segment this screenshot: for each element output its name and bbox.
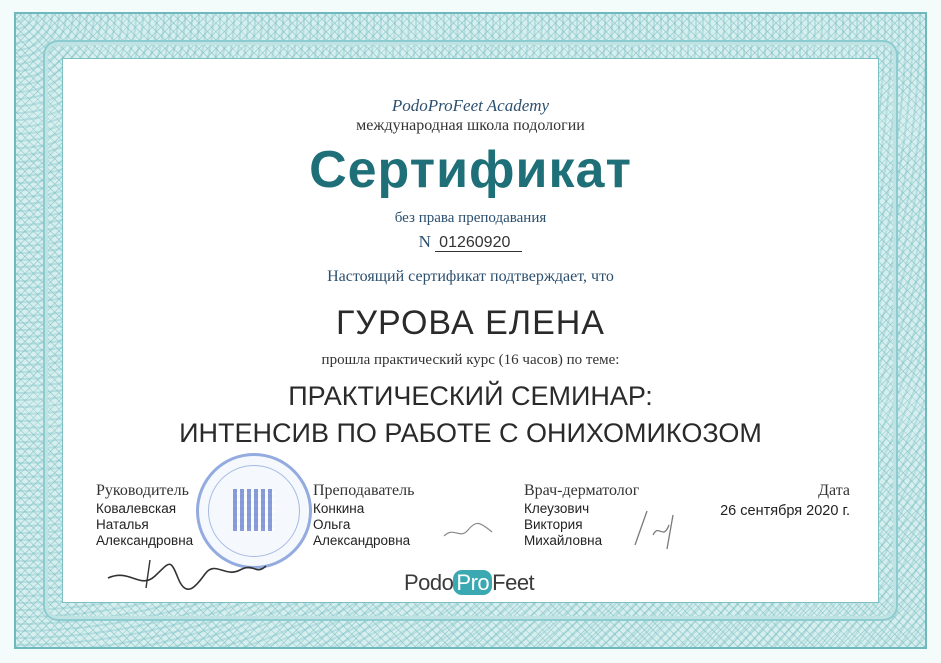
certificate-number-row [0, 232, 941, 252]
topic-line-1: ПРАКТИЧЕСКИЙ СЕМИНАР: [288, 381, 653, 411]
signatory-teacher [313, 483, 414, 549]
signatory-role: Руководитель [96, 482, 189, 499]
date-value: 26 сентября 2020 г. [720, 503, 850, 519]
signatory-role: Врач-дерматолог [524, 482, 640, 499]
signatory-patronymic: Александровна [96, 533, 194, 548]
signatory-role: Преподаватель [313, 482, 415, 499]
signatory-surname: Клеузович [524, 501, 590, 516]
academy-name: PodoProFeet Academy [391, 96, 550, 115]
date-label: Дата [818, 482, 850, 499]
number-prefix: N [418, 232, 431, 251]
recipient-name: ГУРОВА ЕЛЕНА [336, 304, 605, 342]
signatory-dermatologist [524, 483, 639, 549]
date-block [705, 483, 850, 519]
podoprofeet-logo: Podo Pro Feet [404, 570, 535, 595]
teacher-signature [440, 508, 500, 548]
signatory-surname: Ковалевская [96, 501, 177, 516]
certificate-number: 01260920 [435, 234, 522, 252]
signatory-firstname: Ольга [313, 517, 351, 532]
topic-line-2: ИНТЕНСИВ ПО РАБОТЕ С ОНИХОМИКОЗОМ [179, 418, 762, 448]
confirm-text: Настоящий сертификат подтверждает, что [327, 268, 614, 285]
director-signature [100, 548, 270, 594]
signatory-firstname: Виктория [524, 517, 583, 532]
certificate-title: Сертификат [309, 141, 632, 199]
course-description: прошла практический курс (16 часов) по теме: [321, 352, 620, 368]
qr-code [233, 489, 275, 531]
certificate-restriction: без права преподавания [394, 210, 547, 226]
signatory-surname: Конкина [313, 501, 365, 516]
signatory-patronymic: Михайловна [524, 533, 603, 548]
signatory-director [96, 483, 193, 549]
school-subtitle: международная школа подологии [356, 117, 585, 134]
signatory-patronymic: Александровна [313, 533, 411, 548]
signatory-firstname: Наталья [96, 517, 149, 532]
